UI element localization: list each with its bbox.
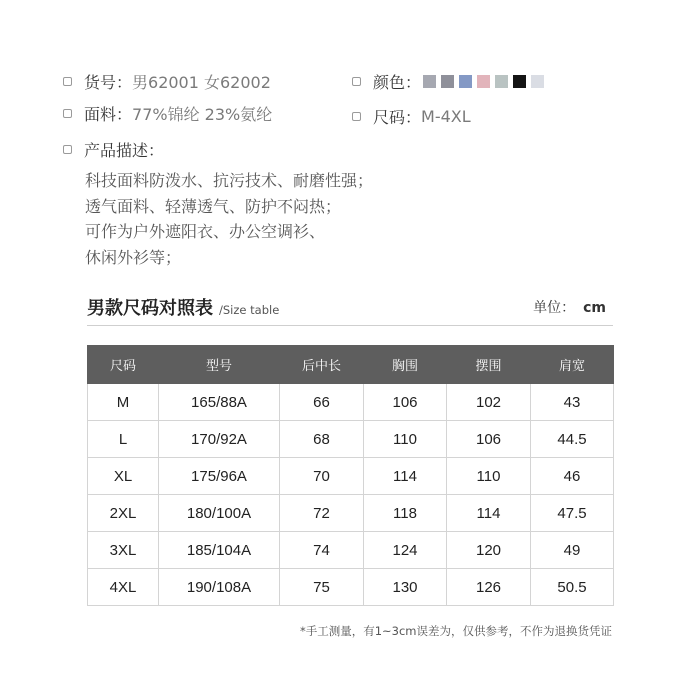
table-cell: 120 [447, 532, 531, 569]
color-swatch [441, 75, 454, 88]
description-line: 科技面料防泼水、抗污技术、耐磨性强； [85, 171, 374, 190]
color-swatch [477, 75, 490, 88]
size-table-heading [87, 294, 279, 320]
table-row [88, 495, 614, 532]
size-table-title: 男款尺码对照表 [87, 298, 213, 319]
color-label: 颜色： [373, 73, 422, 92]
color-swatch [459, 75, 472, 88]
unit-label: 单位： [533, 300, 576, 316]
color-swatch [423, 75, 436, 88]
table-row [88, 532, 614, 569]
size-table-subtitle: /Size table [219, 303, 280, 317]
description-line: 休闲外衫等； [85, 247, 182, 267]
table-cell: 72 [280, 495, 364, 532]
table-cell: 102 [447, 384, 531, 421]
square-bullet-icon [63, 109, 72, 118]
header-hem: 摆围 [447, 346, 531, 384]
spec-item-number [63, 70, 271, 93]
table-cell: 43 [531, 384, 614, 421]
table-cell: 114 [447, 495, 531, 532]
item-number-value: 男62001 女62002 [132, 73, 271, 92]
table-cell: 114 [364, 458, 447, 495]
size-chart-table [87, 345, 614, 606]
table-cell: 68 [280, 421, 364, 458]
square-bullet-icon [63, 145, 72, 154]
table-row [88, 569, 614, 606]
table-cell: XL [88, 458, 159, 495]
spec-fabric [63, 102, 272, 125]
spec-color [352, 70, 544, 93]
table-cell: 70 [280, 458, 364, 495]
table-cell: 130 [364, 569, 447, 606]
table-cell: 47.5 [531, 495, 614, 532]
item-number-label: 货号： [84, 73, 133, 92]
description-label: 产品描述： [84, 141, 165, 160]
measurement-note: *手工测量，有1~3cm误差为，仅供参考，不作为退换货凭证 [299, 624, 612, 638]
size-label: 尺码： [373, 108, 422, 127]
table-cell: 46 [531, 458, 614, 495]
table-cell: 106 [364, 384, 447, 421]
table-cell: M [88, 384, 159, 421]
table-cell: 124 [364, 532, 447, 569]
table-cell: 2XL [88, 495, 159, 532]
table-cell: 110 [447, 458, 531, 495]
table-cell: 110 [364, 421, 447, 458]
square-bullet-icon [352, 77, 361, 86]
unit-value: cm [583, 300, 606, 316]
color-swatch [531, 75, 544, 88]
table-cell: 175/96A [159, 458, 280, 495]
table-cell: 180/100A [159, 495, 280, 532]
header-model: 型号 [159, 346, 280, 384]
table-cell: L [88, 421, 159, 458]
product-description [85, 168, 373, 270]
table-cell: 3XL [88, 532, 159, 569]
color-swatches [423, 75, 544, 88]
table-cell: 190/108A [159, 569, 280, 606]
color-swatch [495, 75, 508, 88]
fabric-value: 77%锦纶 23%氨纶 [132, 105, 273, 124]
table-cell: 126 [447, 569, 531, 606]
square-bullet-icon [352, 112, 361, 121]
table-cell: 185/104A [159, 532, 280, 569]
unit-indicator [533, 297, 606, 317]
heading-divider [87, 325, 613, 326]
table-cell: 4XL [88, 569, 159, 606]
header-shoulder: 肩宽 [531, 346, 614, 384]
table-cell: 170/92A [159, 421, 280, 458]
table-cell: 49 [531, 532, 614, 569]
description-line: 可作为户外遮阳衣、办公空调衫、 [85, 222, 326, 241]
spec-size [352, 105, 471, 128]
table-header-row [88, 346, 614, 384]
table-cell: 44.5 [531, 421, 614, 458]
color-swatch [513, 75, 526, 88]
table-cell: 118 [364, 495, 447, 532]
table-row [88, 384, 614, 421]
table-cell: 106 [447, 421, 531, 458]
table-cell: 50.5 [531, 569, 614, 606]
table-cell: 165/88A [159, 384, 280, 421]
table-cell: 66 [280, 384, 364, 421]
table-row [88, 421, 614, 458]
fabric-label: 面料： [84, 105, 133, 124]
header-size: 尺码 [88, 346, 159, 384]
spec-description [63, 138, 164, 161]
header-back-length: 后中长 [280, 346, 364, 384]
table-cell: 75 [280, 569, 364, 606]
size-value: M-4XL [421, 107, 471, 126]
header-chest: 胸围 [364, 346, 447, 384]
description-line: 透气面料、轻薄透气、防护不闷热； [85, 196, 342, 216]
table-cell: 74 [280, 532, 364, 569]
table-row [88, 458, 614, 495]
square-bullet-icon [63, 77, 72, 86]
